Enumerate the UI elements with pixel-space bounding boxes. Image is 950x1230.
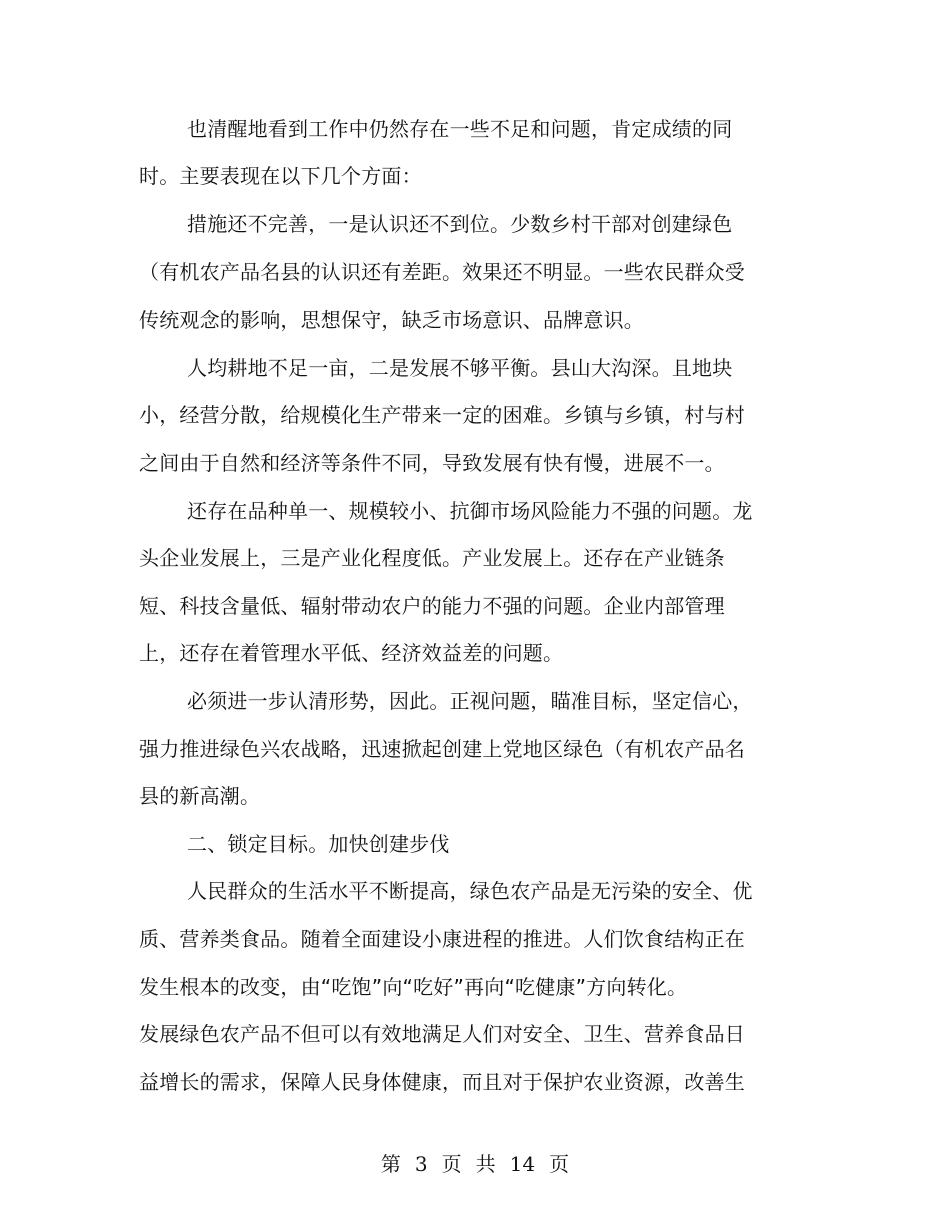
text-line: 上，还存在着管理水平低、经济效益差的问题。 [139,641,564,665]
text-line: 益增长的需求，保障人民身体健康，而且对于保护农业资源，改善生 [139,1070,745,1094]
text-line: 必须进一步认清形势，因此。正视问题，瞄准目标，坚定信心， [187,689,753,713]
text-line: 之间由于自然和经济等条件不同，导致发展有快有慢，进展不一。 [139,451,725,475]
footer-page-label: 页 [441,1152,462,1176]
text-line: 还存在品种单一、规模较小、抗御市场风险能力不强的问题。龙 [187,499,753,523]
footer-total-prefix: 共 [475,1152,496,1176]
footer-total-label: 页 [549,1152,570,1176]
text-line: 头企业发展上，三是产业化程度低。产业发展上。还存在产业链条 [139,546,725,570]
text-line: 也清醒地看到工作中仍然存在一些不足和问题，肯定成绩的同 [187,117,733,141]
page-number: 3 [414,1152,428,1176]
text-line: 发生根本的改变，由“吃饱”向“吃好”再向“吃健康”方向转化。 [139,975,688,999]
text-line: 人民群众的生活水平不断提高，绿色农产品是无污染的安全、优 [187,879,753,903]
text-line: 强力推进绿色兴农战略，迅速掀起创建上党地区绿色（有机农产品名 [139,737,745,761]
text-line: 措施还不完善，一是认识还不到位。少数乡村干部对创建绿色 [187,212,733,236]
text-line: 短、科技含量低、辐射带动农户的能力不强的问题。企业内部管理 [139,594,725,618]
text-line: 质、营养类食品。随着全面建设小康进程的推进。人们饮食结构正在 [139,927,745,951]
text-line: （有机农产品名县的认识还有差距。效果还不明显。一些农民群众受 [139,260,745,284]
page-footer [0,1150,950,1178]
text-line: 小，经营分散，给规模化生产带来一定的困难。乡镇与乡镇，村与村 [139,403,745,427]
section-heading: 二、锁定目标。加快创建步伐 [187,832,450,856]
text-line: 时。主要表现在以下几个方面： [139,164,422,188]
total-pages: 14 [509,1152,536,1176]
text-line: 传统观念的影响，思想保守，缺乏市场意识、品牌意识。 [139,308,644,332]
text-line: 人均耕地不足一亩，二是发展不够平衡。县山大沟深。且地块 [187,356,733,380]
text-line: 发展绿色农产品不但可以有效地满足人们对安全、卫生、营养食品日 [139,1022,745,1046]
text-line: 县的新高潮。 [139,784,261,808]
footer-prefix: 第 [380,1152,401,1176]
